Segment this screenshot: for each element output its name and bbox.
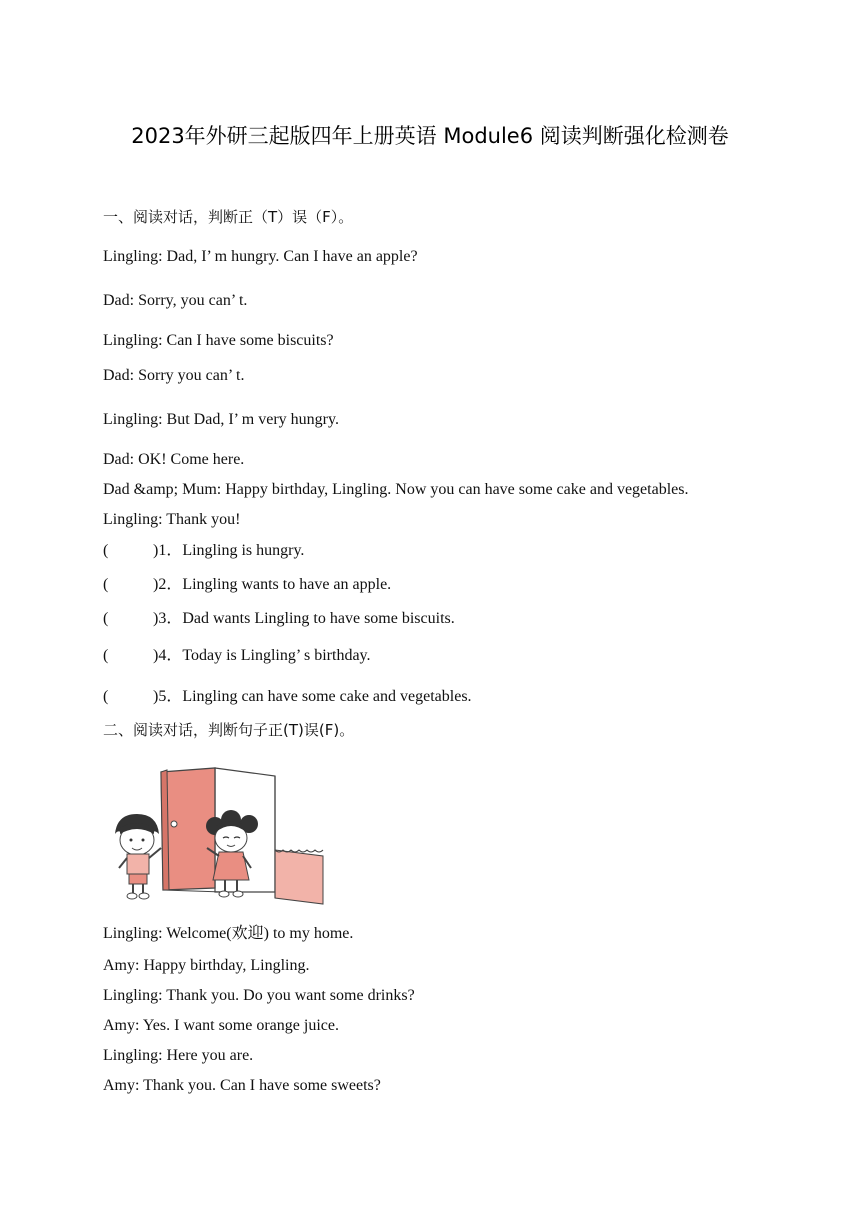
section-2-heading: 二、阅读对话，判断句子正(T)误(F)。 [103,721,355,739]
dialogue-line: Dad &amp; Mum: Happy birthday, Lingling. Now you can have some cake and vegetables. [103,481,689,498]
answer-bracket: ( [103,610,109,627]
dialogue-line: Amy: Yes. I want some orange juice. [103,1017,339,1034]
question-text: )3．Dad wants Lingling to have some biscuits. [153,610,455,627]
dialogue-line: Lingling: Here you are. [103,1047,254,1064]
question-text: )1．Lingling is hungry. [153,542,305,559]
dialogue-line: Lingling: But Dad, I’ m very hungry. [103,411,339,428]
question-text: )4．Today is Lingling’ s birthday. [153,647,371,664]
answer-bracket: ( [103,647,109,664]
dialogue-line: Dad: Sorry, you can’ t. [103,292,248,309]
question-item [103,646,371,666]
page-title: 2023年外研三起版四年上册英语 Module6 阅读判断强化检测卷 [131,124,729,148]
dialogue-line: Lingling: Dad, I’ m hungry. Can I have an apple? [103,248,418,265]
answer-bracket: ( [103,688,109,705]
answer-bracket: ( [103,542,109,559]
answer-bracket: ( [103,576,109,593]
section-1-heading: 一、阅读对话，判断正（T）误（F）。 [103,208,354,226]
dialogue-line: Lingling: Thank you. Do you want some drinks? [103,987,415,1004]
question-item [103,609,455,629]
question-text: )5．Lingling can have some cake and vegetables. [153,688,472,705]
dialogue-line: Lingling: Thank you! [103,511,241,528]
question-item [103,687,472,707]
dialogue-line: Amy: Thank you. Can I have some sweets? [103,1077,381,1094]
dialogue-line: Lingling: Welcome(欢迎) to my home. [103,925,354,942]
girls-at-door-illustration [103,764,327,908]
dialogue-line: Amy: Happy birthday, Lingling. [103,957,310,974]
question-item [103,541,304,561]
dialogue-line: Dad: OK! Come here. [103,451,245,468]
dialogue-line: Lingling: Can I have some biscuits? [103,332,334,349]
dialogue-line: Dad: Sorry you can’ t. [103,367,245,384]
girl-left [115,814,161,899]
question-text: )2．Lingling wants to have an apple. [153,576,392,593]
question-item [103,575,391,595]
